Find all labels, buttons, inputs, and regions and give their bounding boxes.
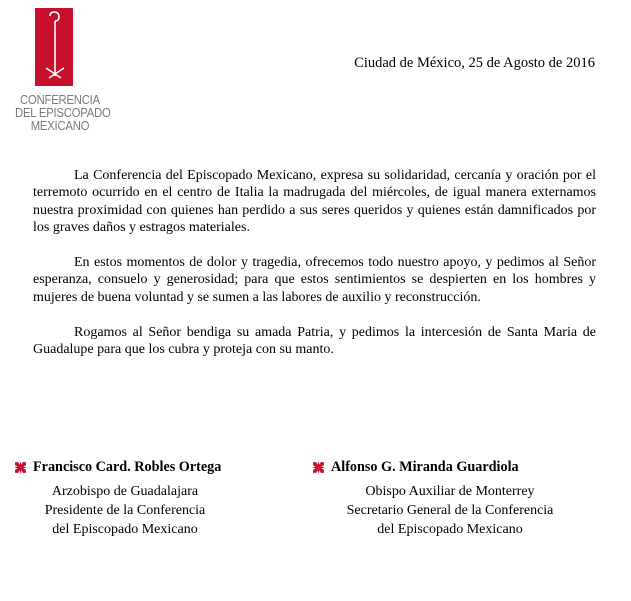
title-line: del Episcopado Mexicano — [52, 522, 198, 537]
maltese-cross-icon — [312, 461, 325, 474]
date-line: Ciudad de México, 25 de Agosto de 2016 — [354, 55, 595, 71]
paragraph: En estos momentos de dolor y tragedia, ofrecemos todo nuestro apoyo, y pedimos al Señor esperanza, consuelo y generosidad; para que estos sentimientos se despierten en los hombres y mujeres de buena voluntad y se sumen a las labores de auxilio y reconstrucción. — [33, 255, 596, 305]
signature-name-row — [14, 459, 239, 476]
title-line: Arzobispo de Guadalajara — [51, 484, 199, 499]
signatory-titles — [330, 482, 570, 539]
signature-name-row — [312, 459, 582, 476]
logo-line: CONFERENCIA — [20, 93, 100, 107]
episcopal-crozier-logo-icon — [35, 8, 73, 86]
logo-wordmark — [15, 93, 111, 133]
signature-block-left — [14, 459, 239, 539]
paragraph: Rogamos al Señor bendiga su amada Patria, y pedimos la intercesión de Santa Maria de Guadalupe para que los cubra y proteja con su manto. — [33, 325, 596, 358]
signature-block-right — [312, 459, 582, 539]
paragraph: La Conferencia del Episcopado Mexicano, expresa su solidaridad, cercanía y oración por el terremoto ocurrido en el centro de Italia la madrugada del miércoles, de igual manera externamos nuestra proximidad con quienes han perdido a sus seres queridos y quienes están damnificados por los graves daños y estragos materiales. — [33, 168, 596, 235]
logo-line: DEL EPISCOPADO — [15, 106, 111, 120]
logo-line: MEXICANO — [30, 119, 90, 133]
signatory-titles — [25, 482, 225, 539]
title-line: Presidente de la Conferencia — [44, 503, 206, 518]
signatory-name: Francisco Card. Robles Ortega — [33, 459, 222, 475]
title-line: Obispo Auxiliar de Monterrey — [365, 484, 535, 499]
title-line: Secretario General de la Conferencia — [346, 503, 554, 518]
letter-body — [33, 167, 596, 377]
signatory-name: Alfonso G. Miranda Guardiola — [331, 459, 519, 475]
maltese-cross-icon — [14, 461, 27, 474]
title-line: del Episcopado Mexicano — [377, 522, 523, 537]
